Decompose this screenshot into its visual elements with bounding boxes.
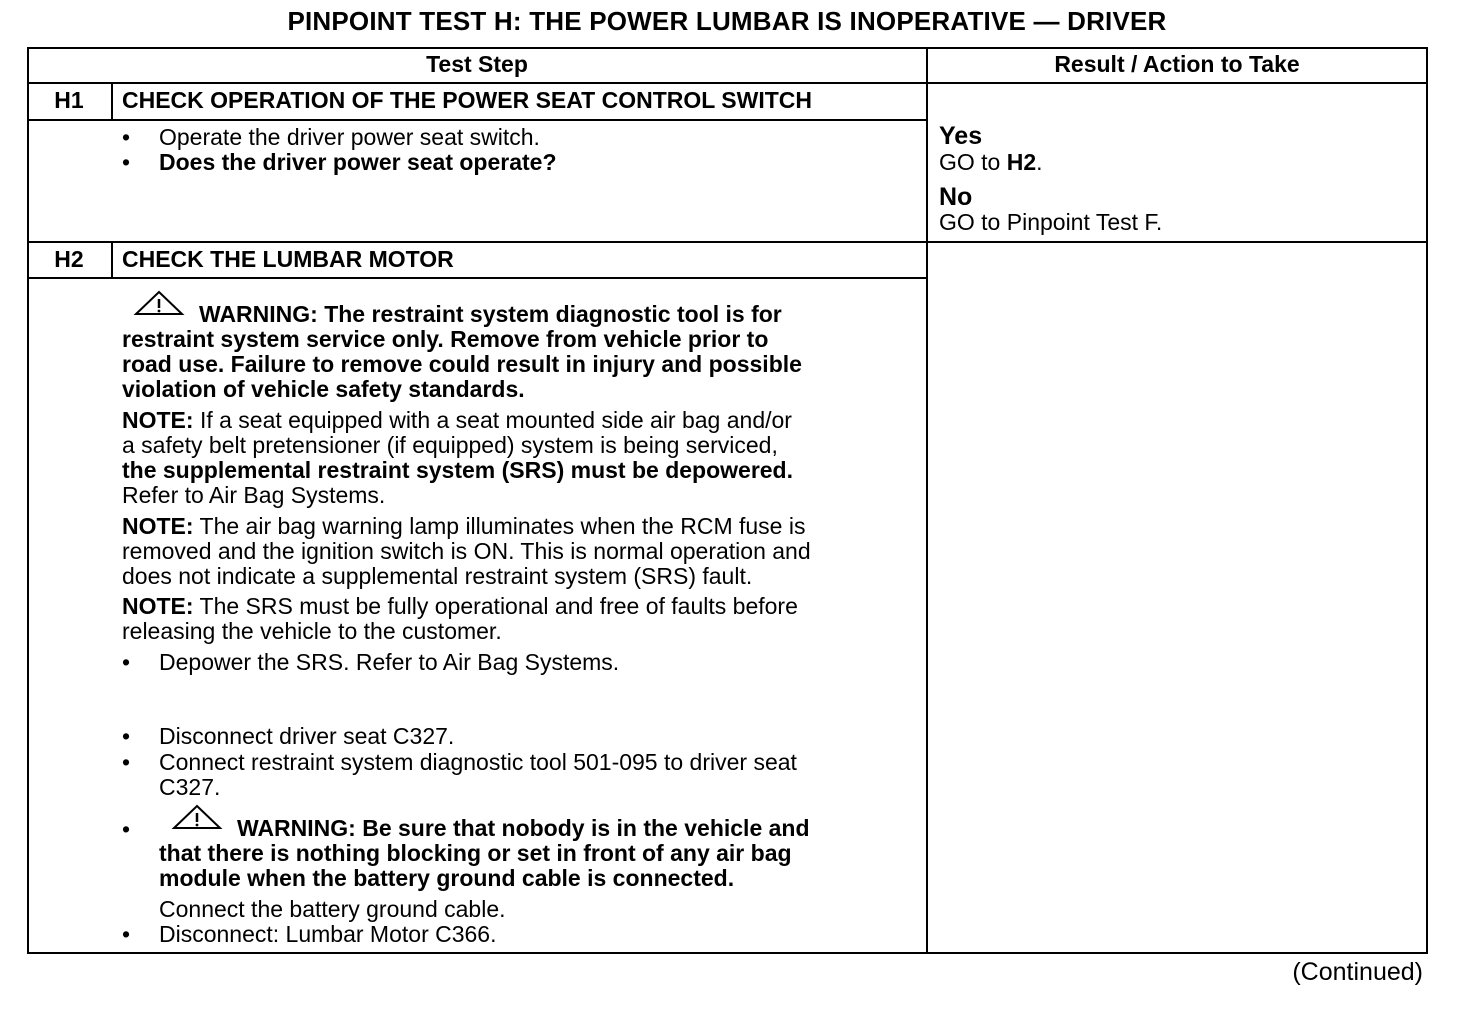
h2-step-connect-battery: Connect the battery ground cable. xyxy=(159,896,506,922)
h2-step-disconnect-lumbar: Disconnect: Lumbar Motor C366. xyxy=(159,921,497,947)
bullet-icon: • xyxy=(122,649,131,675)
pinpoint-table xyxy=(27,47,1428,954)
step-id-h1: H1 xyxy=(54,87,84,113)
h1-question: Does the driver power seat operate? xyxy=(159,149,557,175)
col-header-test-step: Test Step xyxy=(426,51,528,77)
note-3-line-2: releasing the vehicle to the customer. xyxy=(122,618,502,644)
note-1-line-3: the supplemental restraint system (SRS) must be depowered. xyxy=(122,457,793,483)
note-1-line-2: a safety belt pretensioner (if equipped) system is being serviced, xyxy=(122,432,778,458)
h2-step-connect-tool-line-1: Connect restraint system diagnostic tool 501-095 to driver seat xyxy=(159,749,797,775)
warning-1-line-2: restraint system service only. Remove from vehicle prior to xyxy=(122,326,769,352)
bullet-icon: • xyxy=(122,816,131,842)
warning-1-line-4: violation of vehicle safety standards. xyxy=(122,376,525,402)
bullet-icon: • xyxy=(122,124,131,150)
note-2-line-1 xyxy=(122,514,805,539)
note-label: NOTE: xyxy=(122,513,194,539)
note-1-text: If a seat equipped with a seat mounted side air bag and/or xyxy=(193,407,792,433)
h1-yes-end: . xyxy=(1036,149,1043,175)
h1-no-action: GO to Pinpoint Test F. xyxy=(939,209,1163,235)
note-label: NOTE: xyxy=(122,593,194,619)
bullet-icon: • xyxy=(122,723,131,749)
h2-step-disconnect-c327: Disconnect driver seat C327. xyxy=(159,723,455,749)
h2-step-depower: Depower the SRS. Refer to Air Bag Systems. xyxy=(159,649,620,675)
warning-triangle-icon xyxy=(171,804,223,830)
bullet-icon: • xyxy=(122,749,131,775)
h1-yes-target: H2 xyxy=(1006,149,1037,175)
step-heading-h2: CHECK THE LUMBAR MOTOR xyxy=(122,246,454,272)
note-2-text: The air bag warning lamp illuminates when the RCM fuse is xyxy=(193,513,806,539)
warning-1-line-3: road use. Failure to remove could result in injury and possible xyxy=(122,351,802,377)
h1-yes-label: Yes xyxy=(939,122,983,150)
note-label: NOTE: xyxy=(122,407,194,433)
h1-no-label: No xyxy=(939,183,973,211)
h1-step-operate-switch: Operate the driver power seat switch. xyxy=(159,124,540,150)
warning-2-line-1: WARNING: Be sure that nobody is in the vehicle and xyxy=(237,815,810,841)
note-3-text: The SRS must be fully operational and free of faults before xyxy=(193,593,798,619)
note-2-line-2: removed and the ignition switch is ON. This is normal operation and xyxy=(122,538,811,564)
bullet-icon: • xyxy=(122,149,131,175)
h1-yes-action xyxy=(939,150,1043,175)
step-heading-h1: CHECK OPERATION OF THE POWER SEAT CONTROL SWITCH xyxy=(122,87,812,113)
warning-2-line-3: module when the battery ground cable is connected. xyxy=(159,865,735,891)
h2-step-connect-tool-line-2: C327. xyxy=(159,774,221,800)
note-2-line-3: does not indicate a supplemental restraint system (SRS) fault. xyxy=(122,563,753,589)
page-title: PINPOINT TEST H: THE POWER LUMBAR IS INOPERATIVE — DRIVER xyxy=(287,6,1167,36)
note-1-line-1 xyxy=(122,408,792,433)
note-1-line-4: Refer to Air Bag Systems. xyxy=(122,482,386,508)
warning-triangle-icon xyxy=(133,290,185,316)
step-id-h2: H2 xyxy=(54,246,84,272)
h1-yes-go: GO to xyxy=(939,149,1007,175)
warning-1-line-1: WARNING: The restraint system diagnostic tool is for xyxy=(199,301,782,327)
warning-2-line-2: that there is nothing blocking or set in front of any air bag xyxy=(159,840,792,866)
continued-label: (Continued) xyxy=(1292,958,1423,986)
col-header-result: Result / Action to Take xyxy=(1054,51,1300,77)
bullet-icon: • xyxy=(122,921,131,947)
note-3-line-1 xyxy=(122,594,798,619)
